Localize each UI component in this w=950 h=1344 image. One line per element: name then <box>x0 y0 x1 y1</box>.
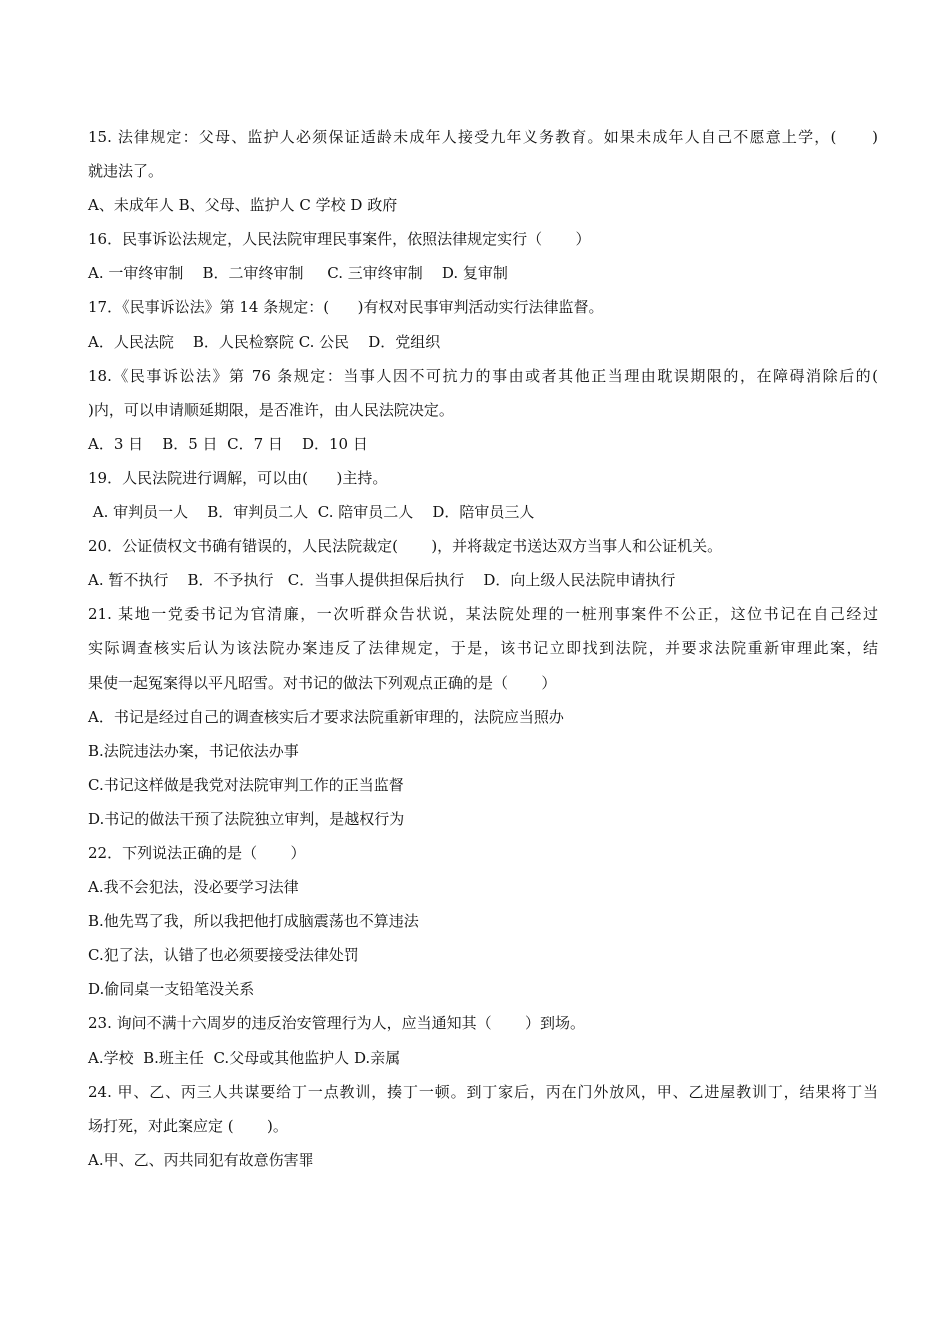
question-22-option-d: D.偷同桌一支铅笔没关系 <box>88 980 255 999</box>
question-15-options: A、未成年人 B、父母、监护人 C 学校 D 政府 <box>88 196 398 215</box>
question-24-line-2: 场打死，对此案应定 ( )。 <box>88 1116 288 1135</box>
question-17-options: A．人民法院 B．人民检察院 C. 公民 D．党组织 <box>88 332 441 351</box>
question-19-options: A. 审判员一人 B．审判员二人 C. 陪审员二人 D．陪审员三人 <box>88 503 535 522</box>
question-18-line-1: 18.《民事诉讼法》第 76 条规定：当事人因不可抗力的事由或者其他正当理由耽误期限的，在障碍消除后的( <box>88 366 878 385</box>
question-16-options: A. 一审终审制 B．二审终审制 C. 三审终审制 D. 复审制 <box>88 264 508 283</box>
question-24-line-1: 24. 甲、乙、丙三人共谋要给丁一点教训，揍丁一顿。到丁家后，丙在门外放风，甲、乙进屋教训丁，结果将丁当 <box>88 1082 878 1101</box>
question-24-option-a: A.甲、乙、丙共同犯有故意伤害罪 <box>88 1150 314 1169</box>
question-19-stem: 19．人民法院进行调解，可以由( )主持。 <box>88 468 388 487</box>
question-21-line-1: 21. 某地一党委书记为官清廉，一次听群众告状说，某法院处理的一桩刑事案件不公正，这位书记在自己经过 <box>88 605 878 624</box>
question-21-line-2: 实际调查核实后认为该法院办案违反了法律规定，于是，该书记立即找到法院，并要求法院重新审理此案，结 <box>88 639 878 658</box>
question-20-stem: 20．公证债权文书确有错误的，人民法院裁定( )，并将裁定书送达双方当事人和公证机关。 <box>88 537 723 556</box>
question-18-line-2: )内，可以申请顺延期限，是否准许，由人民法院决定。 <box>88 400 454 419</box>
question-22-option-b: B.他先骂了我，所以我把他打成脑震荡也不算违法 <box>88 912 419 931</box>
question-21-option-a: A．书记是经过自己的调查核实后才要求法院重新审理的，法院应当照办 <box>88 707 564 726</box>
question-22-stem: 22．下列说法正确的是（ ） <box>88 843 306 862</box>
question-21-line-3: 果使一起冤案得以平凡昭雪。对书记的做法下列观点正确的是（ ） <box>88 673 557 692</box>
question-15-line-2: 就违法了。 <box>88 162 164 181</box>
document-page <box>88 120 878 1177</box>
question-22-option-c: C.犯了法，认错了也必须要接受法律处罚 <box>88 946 359 965</box>
question-21-option-d: D.书记的做法干预了法院独立审判，是越权行为 <box>88 809 405 828</box>
question-22-option-a: A.我不会犯法，没必要学习法律 <box>88 878 299 897</box>
question-20-options: A. 暂不执行 B．不予执行 C．当事人提供担保后执行 D．向上级人民法院申请执行 <box>88 571 676 590</box>
question-21-option-b: B.法院违法办案，书记依法办事 <box>88 741 299 760</box>
question-23-stem: 23. 询问不满十六周岁的违反治安管理行为人，应当通知其（ ）到场。 <box>88 1014 586 1033</box>
question-18-options: A．3 日 B．5 日 C．7 日 D．10 日 <box>88 434 368 453</box>
question-16-stem: 16．民事诉讼法规定，人民法院审理民事案件，依照法律规定实行（ ） <box>88 230 591 249</box>
question-17-stem: 17．《民事诉讼法》第 14 条规定：( )有权对民事审判活动实行法律监督。 <box>88 298 604 317</box>
question-21-option-c: C.书记这样做是我党对法院审判工作的正当监督 <box>88 775 404 794</box>
question-15-line-1: 15. 法律规定：父母、监护人必须保证适龄未成年人接受九年义务教育。如果未成年人自己不愿意上学，( ) <box>88 128 878 146</box>
question-23-options: A.学校 B.班主任 C.父母或其他监护人 D.亲属 <box>88 1048 401 1067</box>
